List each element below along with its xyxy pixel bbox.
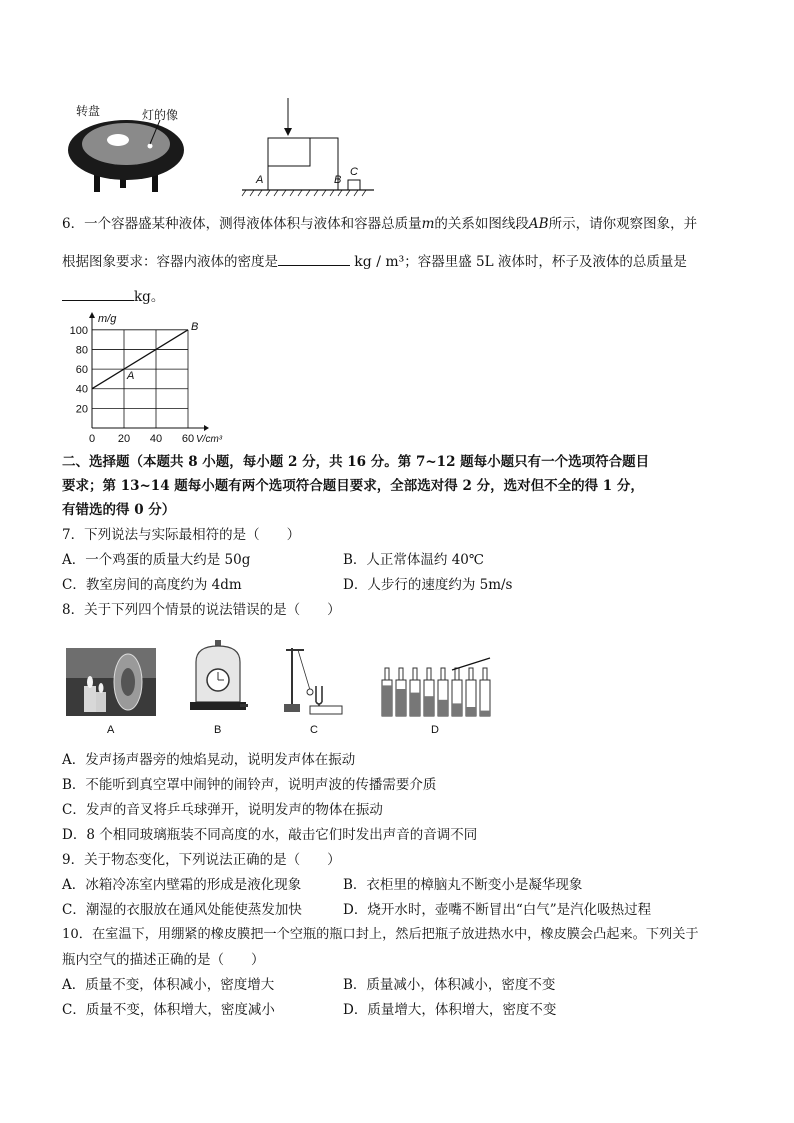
q9-option-a[interactable]: A．冰箱冷冻室内壁霜的形成是液化现象 [62, 877, 302, 893]
y-axis-arrow [89, 312, 95, 318]
section2-title-line2: 要求；第 13~14 题每小题有两个选项符合题目要求，全部选对得 2 分，选对但不全的得 1 分， [62, 478, 644, 494]
q8-figure-d [378, 656, 494, 718]
q6-blank-density[interactable] [278, 251, 350, 266]
q10-stem-line1: 10．在室温下，用绷紧的橡皮膜把一个空瓶的瓶口封上，然后把瓶子放进热水中，橡皮膜会凸起来。下列关于 [62, 927, 699, 942]
q7-option-b[interactable]: B．人正常体温约 40℃ [343, 552, 484, 568]
bottle [438, 668, 448, 716]
q8-figure-c-label: C [310, 724, 318, 736]
q6-seg: AB [528, 216, 549, 232]
q10-option-c[interactable]: C．质量不变，体积增大，密度减小 [62, 1002, 275, 1018]
x-tick-label: 20 [117, 433, 131, 445]
q10-option-b[interactable]: B．质量减小，体积减小，密度不变 [343, 977, 556, 993]
point-label-b: B [191, 320, 199, 333]
q9-option-d[interactable]: D．烧开水时，壶嘴不断冒出“白气”是汽化吸热过程 [343, 902, 652, 918]
q10-option-a[interactable]: A．质量不变，体积减小，密度增大 [62, 977, 275, 993]
q6-unit: kg / m³ [354, 254, 405, 270]
q6-line3: kg。 [62, 286, 164, 307]
bottle [452, 668, 462, 716]
q9-stem: 9．关于物态变化，下列说法正确的是（ ） [62, 852, 341, 868]
turntable-label: 转盘 [76, 104, 101, 118]
y-tick-label: 80 [75, 344, 88, 357]
section2-title-line1: 二、选择题（本题共 8 小题，每小题 2 分，共 16 分。第 7~12 题每小题只有一个选项符合题目 [62, 454, 650, 470]
x-tick-label: 60 [181, 433, 195, 445]
point-b-label: B [334, 174, 342, 186]
q10-stem-line2: 瓶内空气的描述正确的是（ ） [62, 952, 265, 968]
q8-figure-b-label: B [214, 724, 222, 736]
q8-figure-d-label: D [431, 724, 439, 736]
mass-volume-chart [62, 310, 223, 446]
q8-option-c[interactable]: C．发声的音叉将乒乓球弹开，说明发声的物体在振动 [62, 802, 383, 818]
point-c-label: C [350, 166, 358, 178]
y-tick-label: 40 [75, 383, 88, 396]
point-a-label: A [256, 174, 264, 186]
q7-option-a[interactable]: A．一个鸡蛋的质量大约是 50g [62, 552, 251, 568]
q8-figure-a [66, 648, 156, 716]
q6-line2: 根据图象要求：容器内液体的密度是 kg / m³；容器里盛 5L 液体时，杯子及液体的总质量是 [62, 251, 687, 272]
q8-figure-b [188, 640, 248, 716]
q7-stem: 7．下列说法与实际最相符的是（ ） [62, 527, 301, 543]
x-tick-label: 0 [88, 433, 96, 445]
q8-option-b[interactable]: B．不能听到真空罩中闹钟的闹铃声，说明声波的传播需要介质 [62, 777, 437, 793]
bottle [410, 668, 420, 716]
q6-blank-mass[interactable] [62, 286, 134, 301]
q7-option-c[interactable]: C．教室房间的高度约为 4dm [62, 577, 242, 593]
section2-title-line3: 有错选的得 0 分） [62, 502, 176, 518]
q8-stem: 8．关于下列四个情景的说法错误的是（ ） [62, 602, 341, 618]
x-axis-arrow [204, 425, 209, 431]
q8-figure-c [282, 642, 346, 716]
q7-option-d[interactable]: D．人步行的速度约为 5m/s [343, 577, 513, 593]
turntable-figure [62, 100, 192, 196]
bottle [466, 668, 476, 716]
q6-var-m: m [421, 216, 435, 232]
x-tick-label: 40 [149, 433, 163, 445]
bottle [382, 668, 392, 716]
lamp-image-label: 灯的像 [142, 108, 179, 122]
q9-option-c[interactable]: C．潮湿的衣服放在通风处能使蒸发加快 [62, 902, 302, 918]
slider-figure [238, 98, 378, 202]
y-tick-label: 100 [69, 324, 88, 337]
q6-line1: 6．一个容器盛某种液体，测得液体体积与液体和容器总质量m的关系如图线段AB所示，请你观察图象，并 [62, 216, 698, 232]
bottle [424, 668, 434, 716]
y-tick-label: 60 [75, 364, 88, 377]
q8-option-a[interactable]: A．发声扬声器旁的烛焰晃动，说明发声体在振动 [62, 752, 356, 768]
series-line [92, 330, 188, 389]
y-tick-label: 20 [75, 403, 88, 416]
bottle [480, 668, 490, 716]
y-axis-title: m/g [98, 313, 117, 325]
x-axis-title: V/cm³ [196, 434, 223, 445]
q10-option-d[interactable]: D．质量增大，体积增大，密度不变 [343, 1002, 557, 1018]
q8-option-d[interactable]: D．8 个相同玻璃瓶装不同高度的水，敲击它们时发出声音的音调不同 [62, 827, 478, 843]
point-label-a: A [127, 370, 135, 383]
q8-figure-a-label: A [107, 724, 115, 736]
q9-option-b[interactable]: B．衣柜里的樟脑丸不断变小是凝华现象 [343, 877, 583, 893]
bottle [396, 668, 406, 716]
